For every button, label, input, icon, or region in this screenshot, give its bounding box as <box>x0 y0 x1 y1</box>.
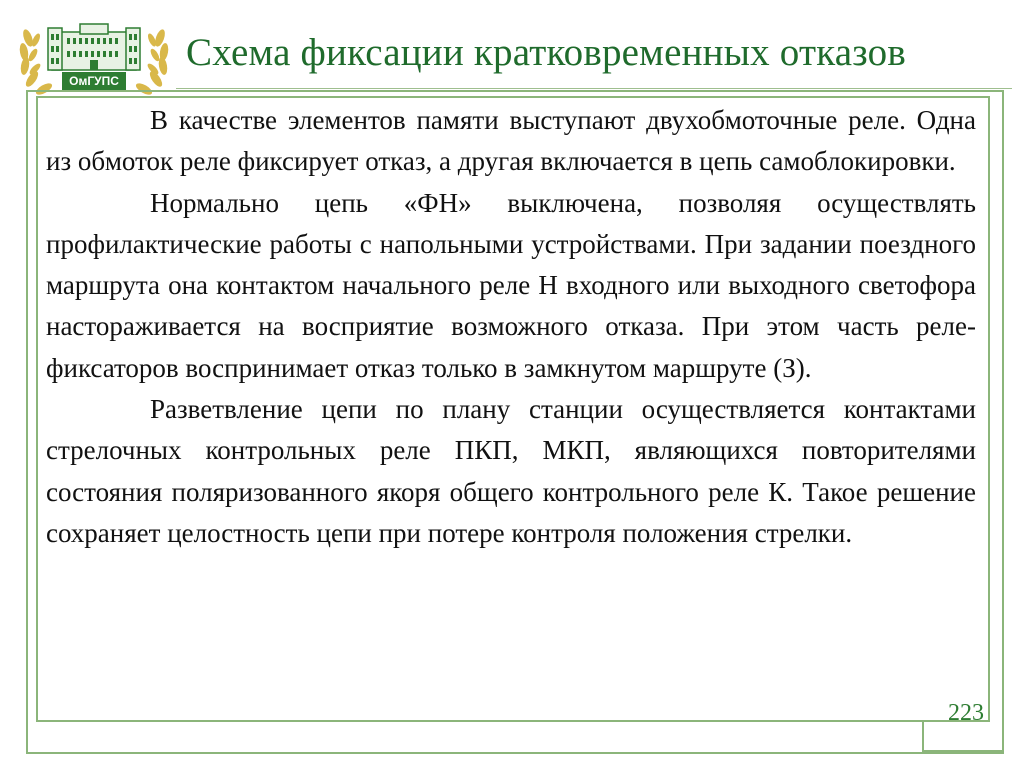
paragraph-2: Нормально цепь «ФН» выключена, позволяя осуществлять профилактические работы с напольными устройствами. При задании поездного маршрута она контактом начального реле Н входного или выходного светофора настораживается на восприятие возможного отказа. При этом часть реле-фиксаторов воспринимает отказ только в замкнутом маршруте (З). <box>46 187 976 383</box>
paragraph-3: Разветвление цепи по плану станции осуществляется контактами стрелочных контрольных реле ПКП, МКП, являющихся повторителями состояния поляризованного якоря общего контрольного реле К. Такое решение сохраняет целостность цепи при потере контроля положения стрелки. <box>46 394 976 548</box>
logo-label: ОмГУПС <box>69 74 119 88</box>
frame-corner-line <box>922 750 1004 752</box>
building-icon <box>48 24 140 70</box>
frame-corner-line <box>922 720 924 752</box>
slide-body <box>46 100 976 554</box>
university-logo <box>14 18 174 100</box>
slide-title: Схема фиксации кратковременных отказов <box>186 31 906 74</box>
page-number: 223 <box>948 700 984 726</box>
paragraph-1: В качестве элементов памяти выступают двухобмоточные реле. Одна из обмоток реле фиксирует отказ, а другая включается в цепь самоблокировки. <box>46 105 976 177</box>
title-divider <box>176 88 1012 89</box>
